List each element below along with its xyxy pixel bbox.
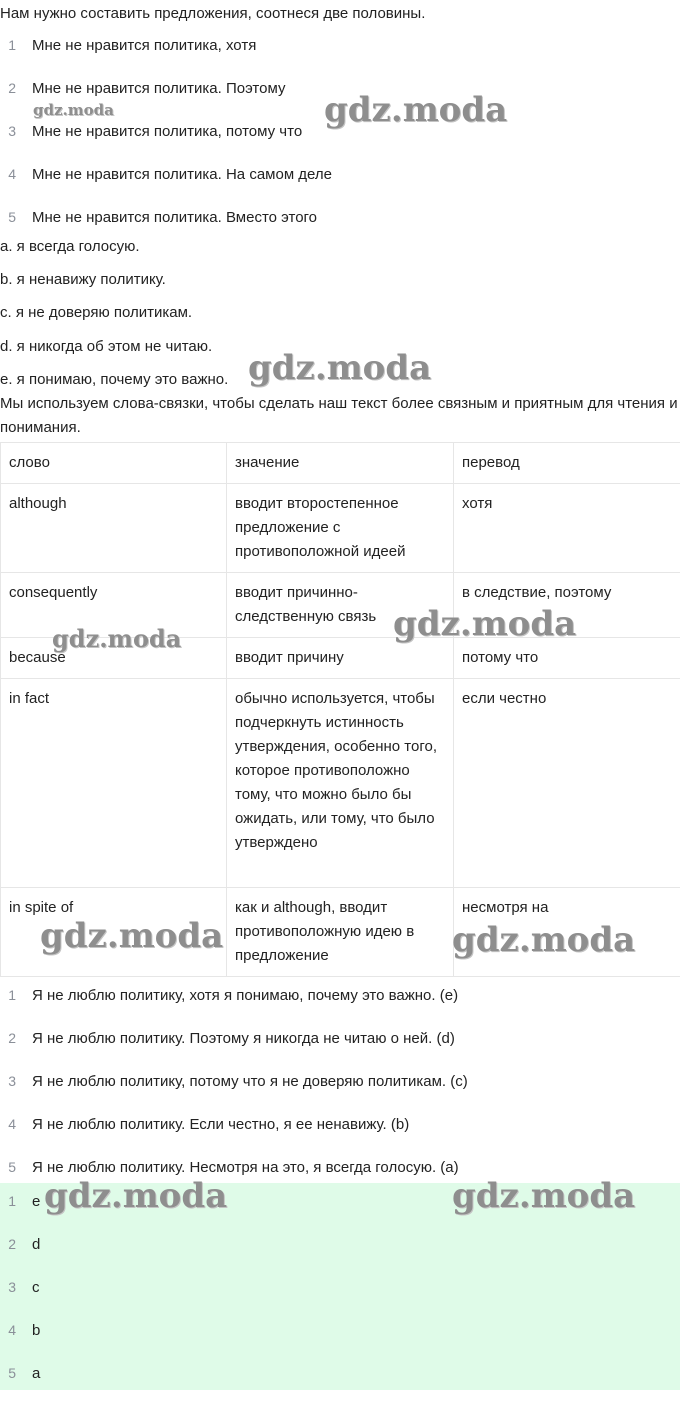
watermark: gdz.moda — [40, 916, 224, 956]
table-cell: although — [1, 484, 227, 573]
watermark: gdz.moda — [393, 604, 577, 644]
list-item — [0, 34, 256, 56]
table-cell: вводит второстепенное предложение с противоположной идеей — [227, 484, 454, 573]
answer-item — [0, 1276, 40, 1298]
intro-text: Нам нужно составить предложения, соотнеся две половины. — [0, 5, 426, 22]
table-cell: in spite of — [1, 888, 227, 977]
list-item — [0, 1156, 459, 1178]
table-cell: несмотря на — [454, 888, 680, 977]
table-cell: в следствие, поэтому — [454, 573, 680, 638]
watermark: gdz.moda — [248, 348, 432, 388]
answer-text: b — [32, 1321, 41, 1339]
header-cell: слово — [1, 443, 227, 484]
answer-item — [0, 1319, 40, 1341]
item-text: Я не люблю политику, хотя я понимаю, почему это важно. (e) — [32, 986, 459, 1004]
item-number: 2 — [8, 80, 16, 96]
watermark: gdz.moda — [52, 624, 182, 653]
table-cell: вводит причину — [227, 638, 454, 679]
item-number: 4 — [8, 166, 16, 182]
item-text: Я не люблю политику. Если честно, я ее ненавижу. (b) — [32, 1115, 410, 1133]
list-item — [0, 120, 302, 142]
item-number: 1 — [8, 987, 16, 1003]
header-cell: перевод — [454, 443, 680, 484]
watermark: gdz.moda — [452, 920, 636, 960]
table-cell: как и although, вводит противоположную идею в предложение — [227, 888, 454, 977]
list-item — [0, 984, 458, 1006]
item-number: 1 — [8, 37, 16, 53]
item-number: 3 — [8, 123, 16, 139]
answer-text: e — [32, 1192, 41, 1210]
list-item — [0, 163, 332, 185]
table-cell: in fact — [1, 679, 227, 888]
table-row — [1, 679, 680, 888]
item-number: 2 — [8, 1236, 16, 1252]
watermark: gdz.moda — [33, 101, 114, 119]
list-item — [0, 206, 317, 228]
table-row — [1, 484, 680, 573]
watermark: gdz.moda — [452, 1176, 636, 1216]
table-cell: если честно — [454, 679, 680, 888]
item-number: 5 — [8, 1159, 16, 1175]
option-item: a. я всегда голосую. — [0, 238, 140, 255]
table-header-row — [1, 443, 680, 484]
item-number: 5 — [8, 1365, 16, 1381]
option-item: d. я никогда об этом не читаю. — [0, 338, 213, 355]
table-cell: because — [1, 638, 227, 679]
item-text: Я не люблю политику. Поэтому я никогда не читаю о ней. (d) — [32, 1029, 455, 1047]
answer-text: c — [32, 1278, 40, 1296]
table-cell: потому что — [454, 638, 680, 679]
item-text: Мне не нравится политика. Вместо этого — [32, 208, 318, 226]
table-cell: хотя — [454, 484, 680, 573]
list-item — [0, 77, 285, 99]
linking-words-table — [0, 442, 680, 977]
explanation-paragraph: Мы используем слова-связки, чтобы сделать наш текст более связным и приятным для чтения и понимания. — [0, 395, 678, 436]
option-item: b. я ненавижу политику. — [0, 271, 166, 288]
table-cell: обычно используется, чтобы подчеркнуть истинность утверждения, особенно того, которое противоположно тому, что можно было бы ожидать, или тому, что было утверждено — [227, 679, 454, 888]
item-text: Мне не нравится политика. На самом деле — [32, 165, 332, 183]
list-item — [0, 1027, 455, 1049]
item-number: 4 — [8, 1116, 16, 1132]
item-number: 1 — [8, 1193, 16, 1209]
option-item: e. я понимаю, почему это важно. — [0, 371, 229, 388]
answer-item — [0, 1190, 40, 1212]
table-cell: вводит причинно-следственную связь — [227, 573, 454, 638]
item-number: 3 — [8, 1073, 16, 1089]
answer-item — [0, 1233, 40, 1255]
item-number: 4 — [8, 1322, 16, 1338]
list-item — [0, 1113, 409, 1135]
item-number: 2 — [8, 1030, 16, 1046]
answer-text: d — [32, 1235, 41, 1253]
option-item: c. я не доверяю политикам. — [0, 304, 193, 321]
item-text: Мне не нравится политика. Поэтому — [32, 79, 286, 97]
header-cell: значение — [227, 443, 454, 484]
item-text: Я не люблю политику, потому что я не доверяю политикам. (c) — [32, 1072, 468, 1090]
list-item — [0, 1070, 468, 1092]
table-cell: consequently — [1, 573, 227, 638]
item-number: 5 — [8, 209, 16, 225]
answer-item — [0, 1362, 40, 1384]
item-text: Мне не нравится политика, хотя — [32, 36, 257, 54]
item-text: Я не люблю политику. Несмотря на это, я всегда голосую. (a) — [32, 1158, 459, 1176]
watermark: gdz.moda — [44, 1176, 228, 1216]
answer-text: a — [32, 1364, 41, 1382]
item-text: Мне не нравится политика, потому что — [32, 122, 303, 140]
watermark: gdz.moda — [324, 90, 508, 130]
item-number: 3 — [8, 1279, 16, 1295]
